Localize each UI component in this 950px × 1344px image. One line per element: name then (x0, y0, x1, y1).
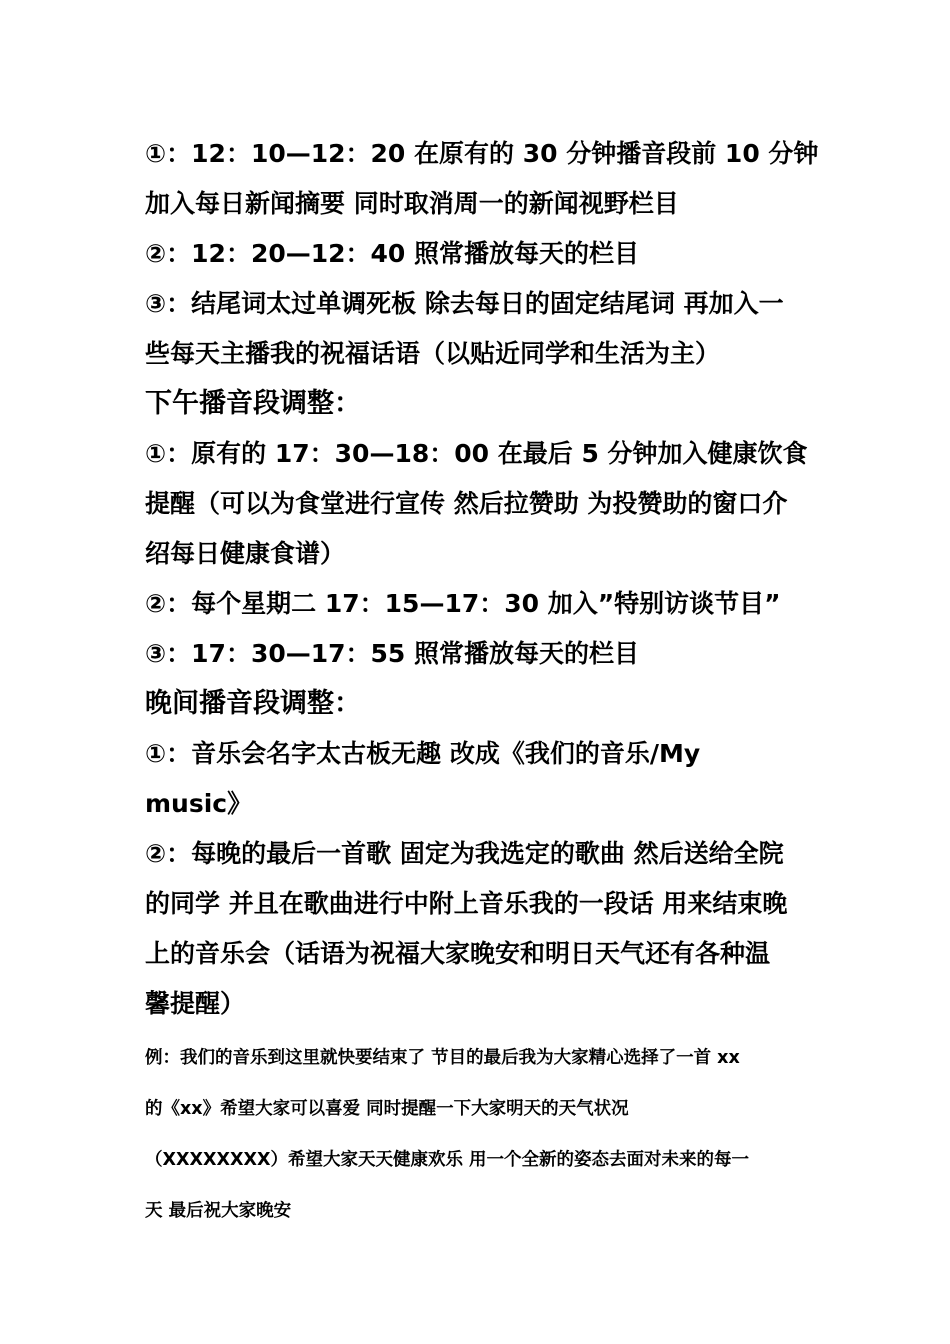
noon-item-line: ①：12：10—12：20 在原有的 30 分钟播音段前 10 分钟 (145, 139, 819, 168)
afternoon-heading: 下午播音段调整： (145, 388, 361, 419)
noon-item-line: 加入每日新闻摘要 同时取消周一的新闻视野栏目 (145, 189, 679, 218)
example-section (145, 1033, 805, 1237)
example-line: 的《xx》希望大家可以喜爱 同时提醒一下大家明天的天气状况 (145, 1099, 629, 1119)
evening-item-line: ②：每晚的最后一首歌 固定为我选定的歌曲 然后送给全院 (145, 839, 784, 868)
afternoon-item-line: ①：原有的 17：30—18：00 在最后 5 分钟加入健康饮食 (145, 439, 808, 468)
evening-item-line: 上的音乐会（话语为祝福大家晚安和明日天气还有各种温 (145, 939, 771, 968)
evening-item-line: 馨提醒） (145, 989, 246, 1018)
example-line: 例：我们的音乐到这里就快要结束了 节目的最后我为大家精心选择了一首 xx (145, 1048, 740, 1068)
noon-section (145, 129, 819, 379)
noon-item-line: 些每天主播我的祝福话语（以贴近同学和生活为主） (145, 339, 721, 368)
evening-heading: 晚间播音段调整： (145, 688, 361, 719)
evening-item-line: ①：音乐会名字太古板无趣 改成《我们的音乐/My (145, 739, 701, 768)
afternoon-item-line: 绍每日健康食谱） (145, 539, 346, 568)
example-line: （XXXXXXXX）希望大家天天健康欢乐 用一个全新的姿态去面对未来的每一 (145, 1150, 750, 1170)
example-line: 天 最后祝大家晚安 (145, 1201, 292, 1221)
evening-section (145, 679, 805, 1029)
document-body (145, 129, 819, 1237)
evening-item-line: music》 (145, 789, 253, 818)
noon-item-line: ②：12：20—12：40 照常播放每天的栏目 (145, 239, 640, 268)
evening-item-line: 的同学 并且在歌曲进行中附上音乐我的一段话 用来结束晚 (145, 889, 788, 918)
afternoon-item-line: ③：17：30—17：55 照常播放每天的栏目 (145, 639, 640, 668)
afternoon-item-line: ②：每个星期二 17：15—17：30 加入”特别访谈节目” (145, 589, 781, 618)
noon-item-line: ③：结尾词太过单调死板 除去每日的固定结尾词 再加入一 (145, 289, 784, 318)
afternoon-item-line: 提醒（可以为食堂进行宣传 然后拉赞助 为投赞助的窗口介 (145, 489, 788, 518)
afternoon-section (145, 379, 808, 679)
